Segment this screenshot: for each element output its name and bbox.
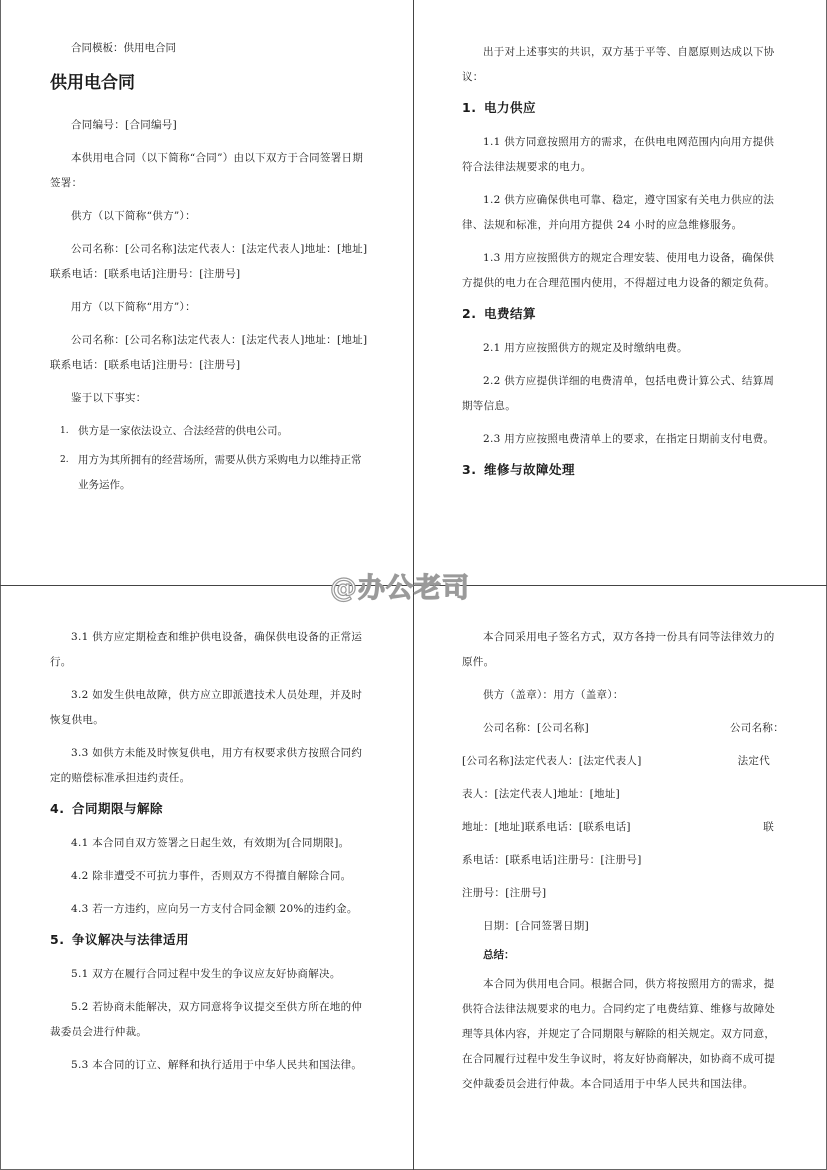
clause: 3.1 供方应定期检查和维护供电设备，确保供电设备的正常运行。 — [50, 631, 363, 668]
section-heading-term — [50, 799, 368, 817]
page-1 — [50, 40, 368, 502]
contract-number: 合同编号：[合同编号] — [71, 119, 177, 131]
section-heading-billing — [462, 304, 784, 322]
section-title: 合同期限与解除 — [72, 801, 164, 816]
clause: 2.1 用方应按照供方的规定及时缴纳电费。 — [483, 342, 688, 354]
seal-line: 供方（盖章）：用方（盖章）： — [483, 689, 624, 701]
signature-line: 系电话：[联系电话]注册号：[注册号] — [462, 854, 642, 866]
clause: 3.3 如供方未能及时恢复供电，用方有权要求供方按照合同约定的赔偿标准承担违约责任。 — [50, 747, 363, 784]
section-title: 争议解决与法律适用 — [72, 932, 190, 947]
summary-paragraph: 本合同为供用电合同。根据合同，供方将按照用方的需求，提供符合法律法规要求的电力。合同约定了电费结算、维修与故障处理等具体内容，并规定了合同期限与解除的相关规定。双方同意，在合同履行过程中发生争议时，将友好协商解决，如协商不成可提交仲裁委员会进行仲裁。本合同适用于中华人民共和国法律。 — [462, 978, 776, 1090]
signature-line — [462, 815, 784, 840]
signature-text: 公司名称：[公司名称] — [483, 722, 589, 734]
supplier-info: 公司名称：[公司名称]法定代表人：[法定代表人]地址：[地址]联系电话：[联系电话]注册号：[注册号] — [50, 243, 368, 280]
section-heading-power-supply — [462, 98, 784, 116]
user-heading: 用方（以下简称“用方”）： — [71, 301, 196, 313]
clause: 3.2 如发生供电故障，供方应立即派遣技术人员处理，并及时恢复供电。 — [50, 689, 363, 726]
date-line: 日期：[合同签署日期] — [483, 920, 589, 932]
signature-line — [462, 749, 784, 774]
watermark: @办公老司 — [330, 573, 470, 604]
section-number: 4. — [50, 801, 65, 816]
signature-text: 地址：[地址]联系电话：[联系电话] — [462, 821, 631, 833]
list-item-text: 用方为其所拥有的经营场所，需要从供方采购电力以维持正常业务运作。 — [78, 454, 362, 491]
signature-text: [公司名称]法定代表人：[法定代表人] — [462, 755, 642, 767]
signature-text: 联 — [763, 821, 774, 833]
list-item — [60, 419, 368, 444]
page-4 — [462, 625, 784, 1105]
list-item-number: 1. — [60, 426, 69, 436]
list-item-number: 2. — [60, 455, 69, 465]
signature-line: 表人：[法定代表人]地址：[地址] — [462, 788, 620, 800]
section-heading-maintenance — [462, 460, 784, 478]
section-title: 维修与故障处理 — [484, 462, 576, 477]
section-number: 5. — [50, 932, 65, 947]
section-number: 2. — [462, 306, 477, 321]
section-title: 电力供应 — [484, 100, 537, 115]
signature-line — [462, 716, 784, 741]
section-title: 电费结算 — [484, 306, 537, 321]
clause: 5.3 本合同的订立、解释和执行适用于中华人民共和国法律。 — [71, 1059, 363, 1071]
whereas-heading: 鉴于以下事实： — [71, 392, 147, 404]
page-2 — [462, 40, 784, 492]
section-number: 3. — [462, 462, 477, 477]
signature-text: 公司名称： — [730, 722, 784, 734]
clause: 1.2 供方应确保供电可靠、稳定，遵守国家有关电力供应的法律、法规和标准，并向用方提供 24 小时的应急维修服务。 — [462, 194, 775, 231]
clause: 1.3 用方应按照供方的规定合理安装、使用电力设备，确保供方提供的电力在合理范围内使用，不得超过电力设备的额定负荷。 — [462, 252, 776, 289]
summary-heading: 总结： — [483, 949, 515, 961]
section-heading-disputes — [50, 930, 368, 948]
list-item — [60, 448, 368, 498]
section-number: 1. — [462, 100, 477, 115]
page-3 — [50, 625, 368, 1086]
signing-paragraph: 本合同采用电子签名方式，双方各持一份具有同等法律效力的原件。 — [462, 631, 775, 668]
template-label: 合同模板：供用电合同 — [71, 42, 176, 54]
signature-line: 注册号：[注册号] — [462, 887, 547, 899]
clause: 4.3 若一方违约，应向另一方支付合同金额 20%的违约金。 — [71, 903, 358, 915]
supplier-heading: 供方（以下简称“供方”）： — [71, 210, 196, 222]
clause: 2.3 用方应按照电费清单上的要求，在指定日期前支付电费。 — [483, 433, 775, 445]
clause: 5.2 若协商未能解决，双方同意将争议提交至供方所在地的仲裁委员会进行仲裁。 — [50, 1001, 363, 1038]
clause: 4.2 除非遭受不可抗力事件，否则双方不得擅自解除合同。 — [71, 870, 352, 882]
clause: 4.1 本合同自双方签署之日起生效，有效期为[合同期限]。 — [71, 837, 350, 849]
agreement-paragraph: 出于对上述事实的共识，双方基于平等、自愿原则达成以下协议： — [462, 46, 775, 83]
contract-title: 供用电合同 — [50, 73, 135, 93]
intro-paragraph: 本供用电合同（以下简称“合同”）由以下双方于合同签署日期签署： — [50, 152, 364, 189]
clause: 5.1 双方在履行合同过程中发生的争议应友好协商解决。 — [71, 968, 341, 980]
clause: 1.1 供方同意按照用方的需求，在供电电网范围内向用方提供符合法律法规要求的电力。 — [462, 136, 775, 173]
clause: 2.2 供方应提供详细的电费清单，包括电费计算公式、结算周期等信息。 — [462, 375, 775, 412]
signature-text: 法定代 — [737, 755, 770, 767]
list-item-text: 供方是一家依法设立、合法经营的供电公司。 — [78, 425, 288, 437]
user-info: 公司名称：[公司名称]法定代表人：[法定代表人]地址：[地址]联系电话：[联系电话]注册号：[注册号] — [50, 334, 368, 371]
